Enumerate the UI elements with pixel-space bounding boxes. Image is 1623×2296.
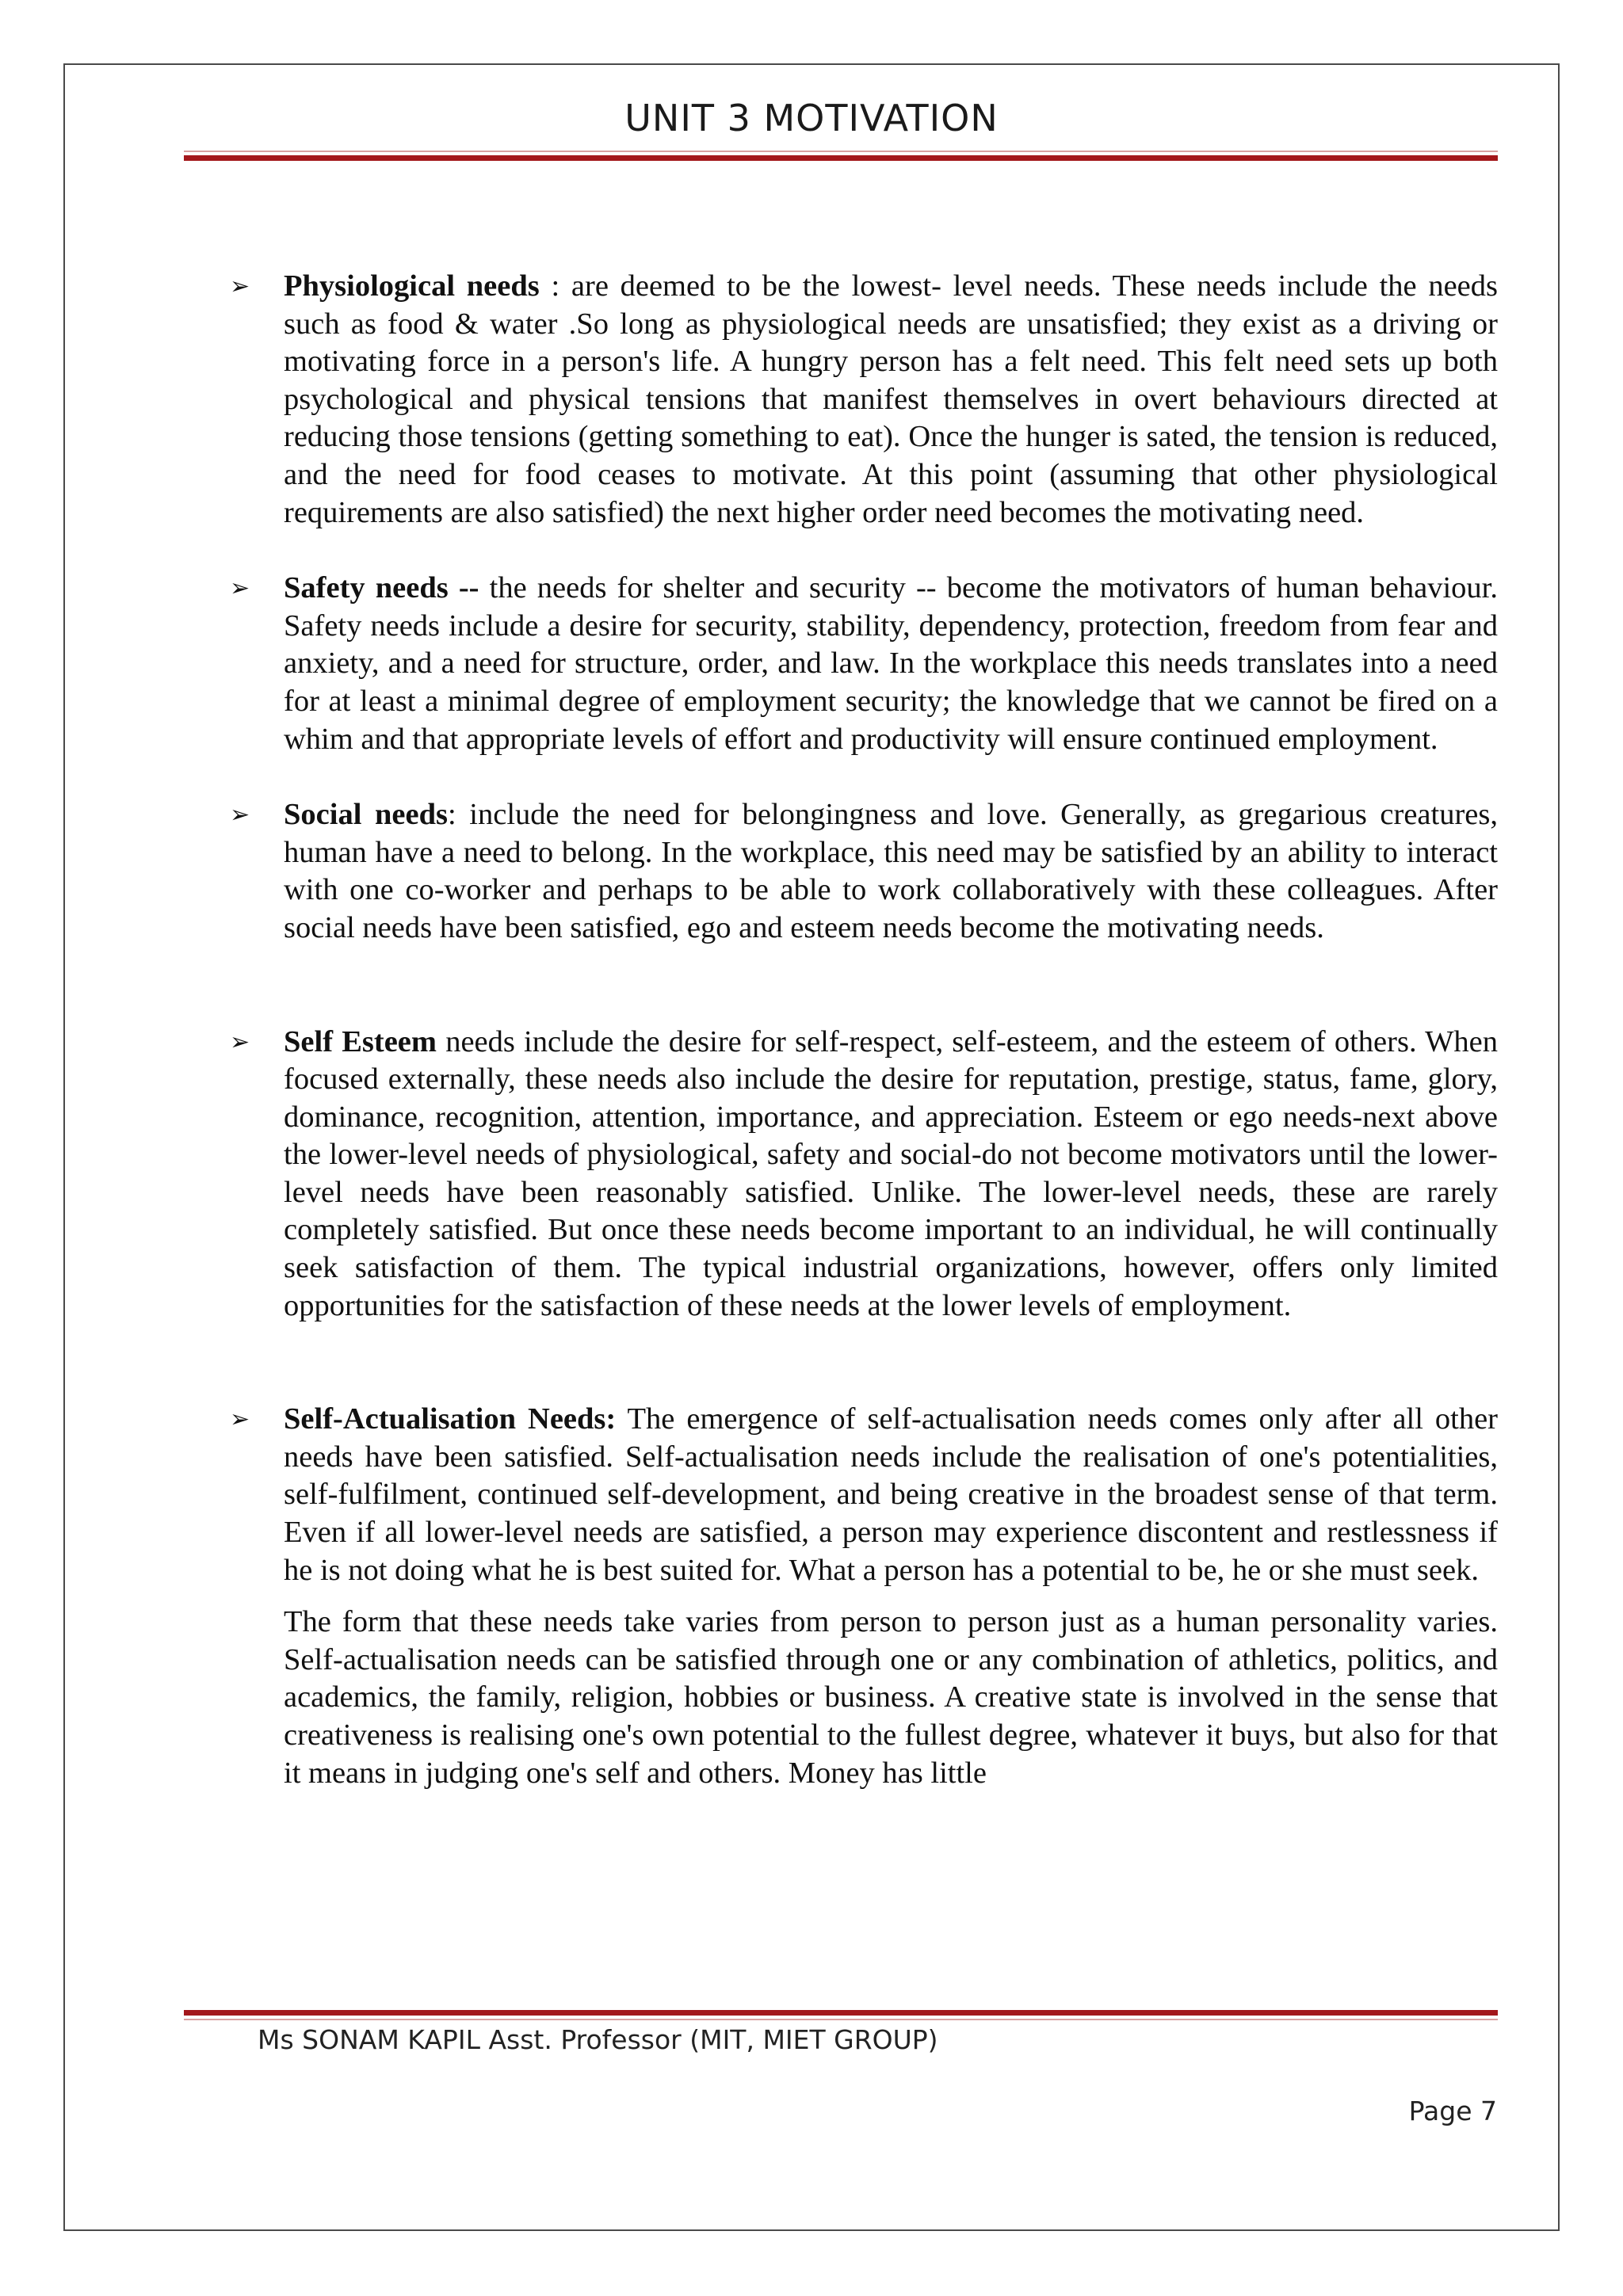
list-item-social-needs	[230, 796, 1498, 947]
description: needs include the desire for self-respect, self-esteem, and the esteem of others. When focused externally, these needs also include the desire for reputation, prestige, status, fame, glory, dominance, recognition, attention, importance, and appreciation. Esteem or ego needs-next above the lower-level needs of physiological, safety and social-do not become motivators until the lower-level needs have been reasonably satisfied. Unlike. The lower-level needs, these are rarely completely satisfied. But once these needs become important to an individual, he will continually seek satisfaction of them. The typical industrial organizations, however, offers only limited opportunities for the satisfaction of these needs at the lower levels of employment.	[284, 1024, 1499, 1322]
list-item-self-actualisation-needs	[230, 1401, 1498, 1792]
arrow-bullet-icon: ➢	[230, 574, 250, 603]
header-rule	[184, 151, 1498, 161]
arrow-bullet-icon: ➢	[230, 1405, 250, 1434]
separator: :	[539, 269, 571, 303]
footer-rule	[184, 2010, 1498, 2020]
arrow-bullet-icon: ➢	[230, 273, 250, 300]
paragraph	[284, 796, 1498, 947]
separator	[616, 1402, 627, 1436]
term: Self Esteem	[284, 1024, 437, 1058]
paragraph	[284, 570, 1498, 758]
description: the needs for shelter and security -- become the motivators of human behaviour. Safety needs include a desire for security, stability, dependency, protection, freedom from fear and anxiety, and a need for structure, order, and law. In the workplace this needs translates into a need for at least a minimal degree of employment security; the knowledge that we cannot be fired on a whim and that appropriate levels of effort and productivity will ensure continued employment.	[284, 571, 1498, 756]
paragraph	[284, 1401, 1498, 1589]
separator: :	[447, 798, 470, 832]
term: Social needs	[284, 798, 448, 832]
arrow-bullet-icon: ➢	[230, 801, 250, 830]
footer-author: Ms SONAM KAPIL Asst. Professor (MIT, MIET GROUP)	[258, 2024, 938, 2055]
arrow-bullet-icon: ➢	[230, 1028, 250, 1056]
separator: --	[448, 571, 490, 605]
page-number: Page 7	[1408, 2096, 1497, 2126]
paragraph	[284, 1024, 1498, 1325]
term: Safety needs	[284, 571, 449, 605]
list-item-self-esteem	[230, 1024, 1498, 1325]
separator	[437, 1025, 445, 1058]
document-body	[230, 268, 1498, 1792]
description: are deemed to be the lowest- level needs. These needs include the needs such as food & water .So long as physiological needs are unsatisfied; they exist as a driving or motivating force in a person's life. A hungry person has a felt need. This felt need sets up both psychological and physical tensions that manifest themselves in overt behaviours directed at reducing those tensions (getting something to eat). Once the hunger is sated, the tension is reduced, and the need for food ceases to motivate. At this point (assuming that other physiological requirements are also satisfied) the next higher order need becomes the motivating need.	[284, 269, 1498, 529]
page-title: UNIT 3 MOTIVATION	[624, 97, 999, 139]
term: Physiological needs	[284, 269, 540, 303]
description: include the need for belongingness and love. Generally, as gregarious creatures, human have a need to belong. In the workplace, this need may be satisfied by an ability to interact with one co-worker and perhaps to be able to work collaboratively with these colleagues. After social needs have been satisfied, ego and esteem needs become the motivating needs.	[284, 798, 1498, 944]
list-item-physiological-needs	[230, 268, 1498, 532]
paragraph	[284, 268, 1498, 532]
description: The emergence of self-actualisation needs comes only after all other needs have been satisfied. Self-actualisation needs include the realisation of one's potentialities, self-fulfilment, continued self-development, and being creative in the broadest sense of that term. Even if all lower-level needs are satisfied, a person may experience discontent and restlessness if he is not doing what he is best suited for. What a person has a potential to be, he or she must seek.	[284, 1402, 1498, 1587]
term: Self-Actualisation Needs:	[284, 1402, 617, 1436]
list-item-safety-needs	[230, 570, 1498, 758]
paragraph-continuation: The form that these needs take varies from person to person just as a human personality varies. Self-actualisation needs can be satisfied through one or any combination of athletics, politics, and academics, the family, religion, hobbies or business. A creative state is involved in the sense that creativeness is realising one's own potential to the fullest degree, whatever it buys, but also for that it means in judging one's self and others. Money has little	[284, 1605, 1498, 1790]
